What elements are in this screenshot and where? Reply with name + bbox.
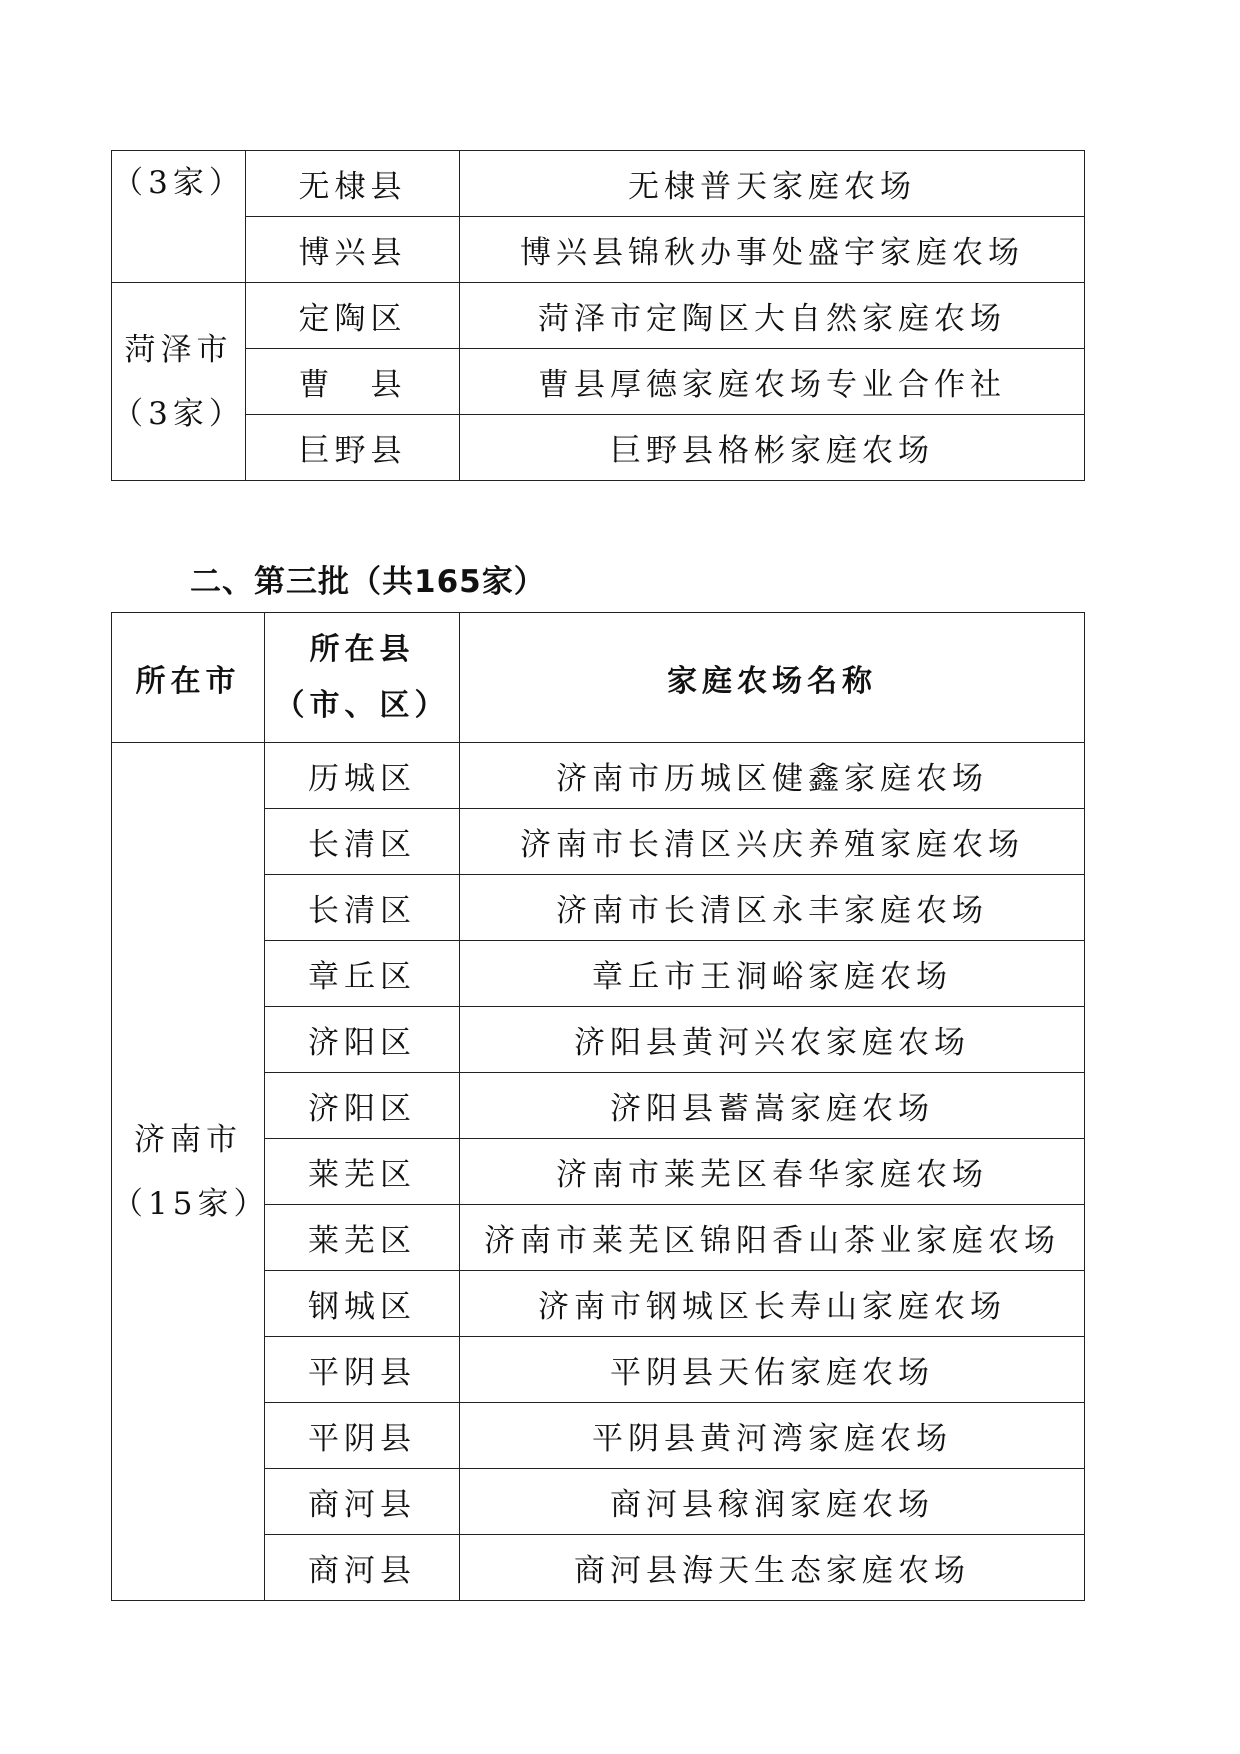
table-header-row: [112, 613, 1085, 743]
county-cell: 莱芜区: [265, 1139, 460, 1205]
farm-name-cell: 济南市历城区健鑫家庭农场: [460, 743, 1085, 809]
city-name: 济南市: [134, 1121, 242, 1158]
section-heading: 二、第三批（共165家）: [190, 564, 546, 600]
table-row: [112, 415, 1085, 481]
farm-table-continued: [111, 150, 1085, 481]
table-row: [112, 151, 1085, 217]
header-county-line2: （市、区）: [274, 687, 450, 723]
header-county: [265, 613, 460, 743]
county-cell: 长清区: [265, 875, 460, 941]
header-farm-name: 家庭农场名称: [460, 613, 1085, 743]
county-cell: 商河县: [265, 1535, 460, 1601]
county-cell: 商河县: [265, 1469, 460, 1535]
county-cell: 长清区: [265, 809, 460, 875]
table-row: [112, 349, 1085, 415]
farm-name-cell: 菏泽市定陶区大自然家庭农场: [460, 283, 1085, 349]
county-cell: 博兴县: [246, 217, 460, 283]
city-cell: [112, 283, 246, 481]
farm-name-cell: 济南市长清区永丰家庭农场: [460, 875, 1085, 941]
county-cell: 章丘区: [265, 941, 460, 1007]
city-name: 菏泽市: [124, 331, 233, 368]
city-count: （3家）: [112, 395, 245, 432]
farm-name-cell: 无棣普天家庭农场: [460, 151, 1085, 217]
farm-name-cell: 济南市长清区兴庆养殖家庭农场: [460, 809, 1085, 875]
farm-name-cell: 章丘市王洞峪家庭农场: [460, 941, 1085, 1007]
county-cell: 定陶区: [246, 283, 460, 349]
farm-name-cell: 济南市钢城区长寿山家庭农场: [460, 1271, 1085, 1337]
county-cell: 历城区: [265, 743, 460, 809]
farm-name-cell: 济阳县黄河兴农家庭农场: [460, 1007, 1085, 1073]
county-cell: 济阳区: [265, 1007, 460, 1073]
county-cell: 莱芜区: [265, 1205, 460, 1271]
farm-name-cell: 济南市莱芜区春华家庭农场: [460, 1139, 1085, 1205]
farm-name-cell: 博兴县锦秋办事处盛宇家庭农场: [460, 217, 1085, 283]
farm-name-cell: 济南市莱芜区锦阳香山茶业家庭农场: [460, 1205, 1085, 1271]
header-city: 所在市: [112, 613, 265, 743]
city-cell: [112, 743, 270, 1601]
city-cell: [112, 151, 246, 283]
farm-table-batch-3: [111, 612, 1085, 1601]
farm-name-cell: 济阳县蓄嵩家庭农场: [460, 1073, 1085, 1139]
farm-name-cell: 巨野县格彬家庭农场: [460, 415, 1085, 481]
county-cell: 曹 县: [246, 349, 460, 415]
farm-name-cell: 商河县稼润家庭农场: [460, 1469, 1085, 1535]
header-county-line1: 所在县: [309, 631, 415, 667]
farm-name-cell: 平阴县天佑家庭农场: [460, 1337, 1085, 1403]
table-row: [112, 217, 1085, 283]
county-cell: 平阴县: [265, 1403, 460, 1469]
county-cell: 钢城区: [265, 1271, 460, 1337]
county-cell: 平阴县: [265, 1337, 460, 1403]
table-row: [112, 283, 1085, 349]
city-count: （15家）: [112, 1185, 270, 1222]
county-cell: 巨野县: [246, 415, 460, 481]
table-row: [112, 743, 1085, 809]
city-count: （3家）: [112, 165, 245, 201]
county-cell: 无棣县: [246, 151, 460, 217]
farm-name-cell: 商河县海天生态家庭农场: [460, 1535, 1085, 1601]
farm-name-cell: 平阴县黄河湾家庭农场: [460, 1403, 1085, 1469]
county-cell: 济阳区: [265, 1073, 460, 1139]
farm-name-cell: 曹县厚德家庭农场专业合作社: [460, 349, 1085, 415]
